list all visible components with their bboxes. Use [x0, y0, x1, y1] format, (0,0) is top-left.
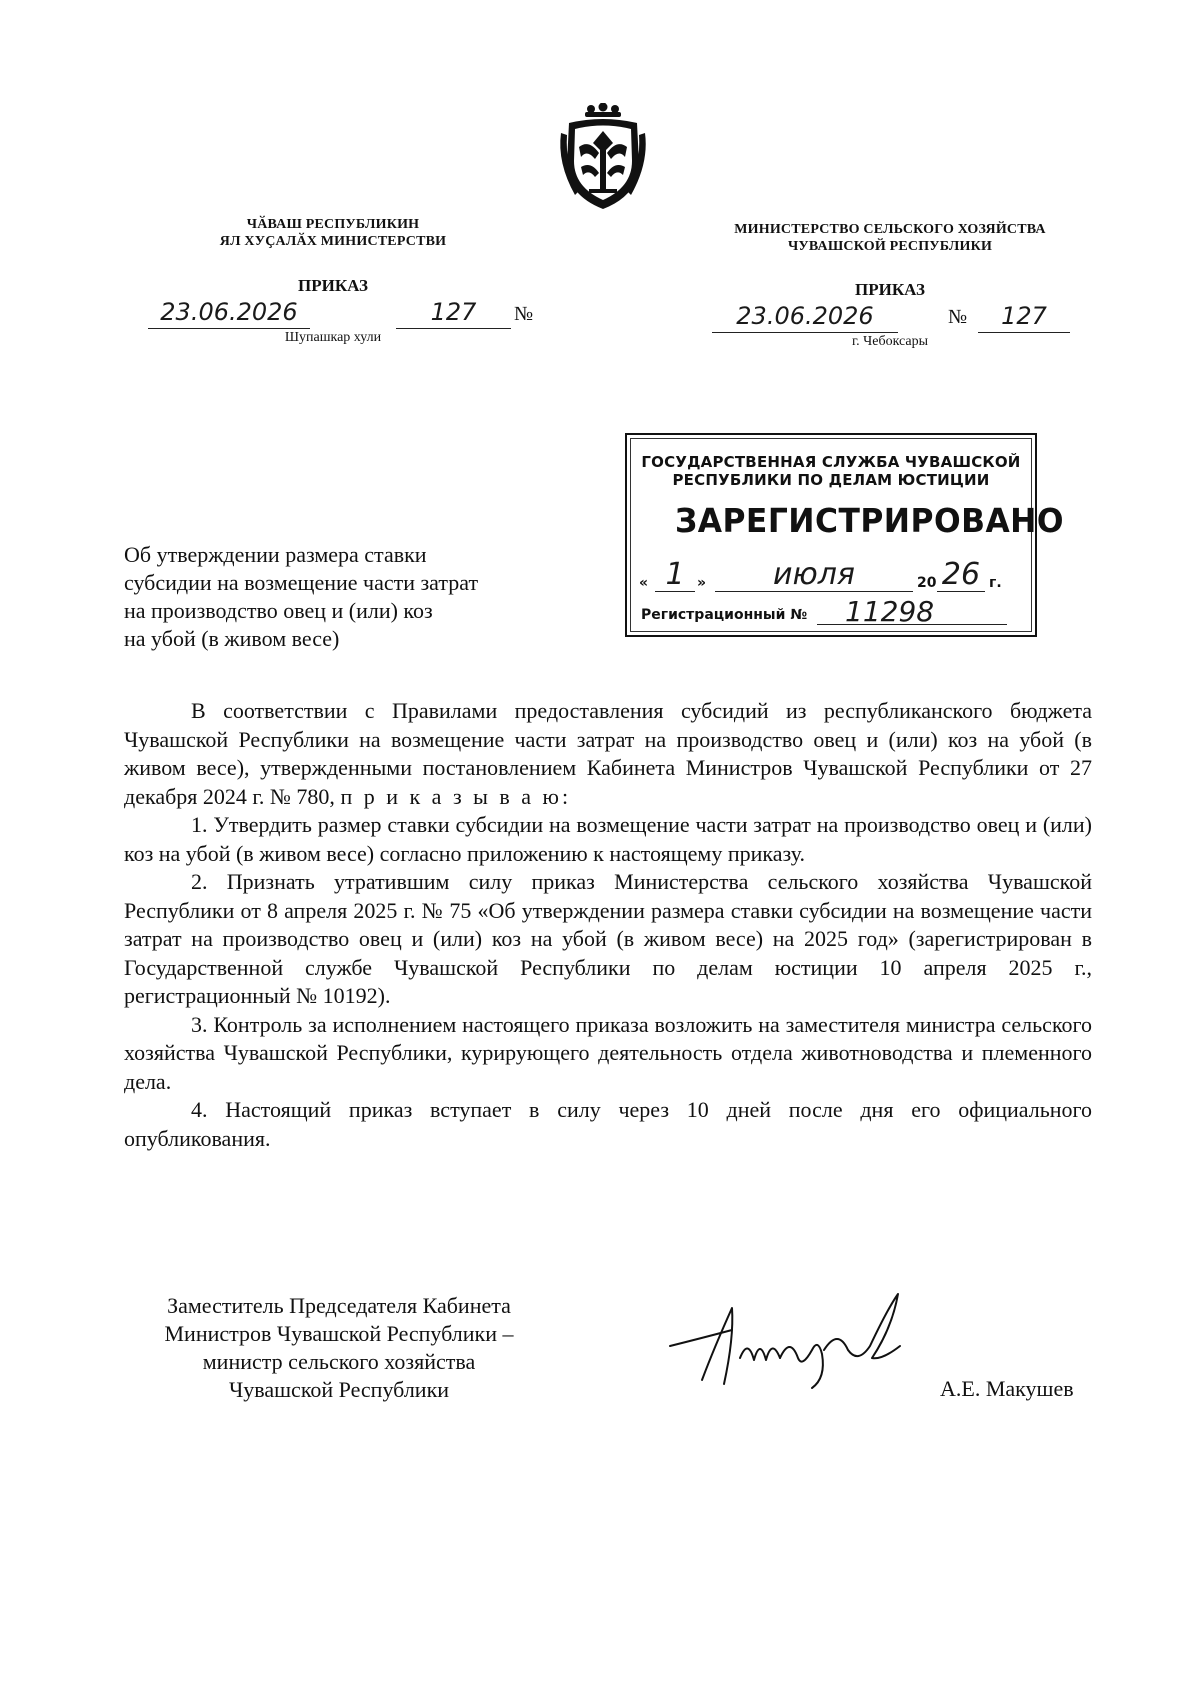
signatory-position-line2: Министров Чувашской Республики –: [164, 1321, 514, 1346]
stamp-reg-number: 11298: [817, 595, 1007, 625]
stamp-year: 26: [937, 557, 985, 592]
body-item-2: 2. Признать утратившим силу приказ Министерства сельского хозяйства Чувашской Республики от 8 апреля 2025 г. № 75 «Об утверждении размера ставки субсидии на возмещение части затрат на производство овец и (или) коз на убой (в живом весе) на 2025 год» (зарегистрирован в Государственной службе Чувашской Республики по делам юстиции 10 апреля 2025 г., регистрационный № 10192).: [124, 869, 1092, 1008]
date-left: 23.06.2026: [148, 298, 310, 329]
org-name-chuvash-line1: ЧӐВАШ РЕСПУБЛИКИН: [246, 217, 420, 232]
prikaz-title-left: ПРИКАЗ: [298, 276, 368, 295]
org-name-chuvash: [188, 216, 478, 250]
org-name-chuvash-line2: ЯЛ ХУҪАЛӐХ МИНИСТЕРСТВИ: [219, 234, 447, 249]
date-right: 23.06.2026: [712, 302, 898, 333]
subject-line-4: на убой (в живом весе): [124, 626, 340, 651]
registration-stamp: [625, 433, 1065, 637]
signatory-position-line4: Чувашской Республики: [228, 1377, 450, 1402]
signatory-position: [124, 1292, 554, 1404]
stamp-year-unit: г.: [989, 575, 1002, 591]
subject-line-3: на производство овец и (или) коз: [124, 598, 433, 623]
number-sign-left: №: [514, 303, 534, 325]
org-name-russian-line2: ЧУВАШСКОЙ РЕСПУБЛИКИ: [787, 239, 993, 254]
stamp-month: июля: [715, 557, 913, 592]
stamp-status: ЗАРЕГИСТРИРОВАНО: [675, 501, 1065, 540]
stamp-org: [627, 453, 1035, 489]
stamp-quote-close: »: [697, 575, 707, 591]
org-name-russian-line1: МИНИСТЕРСТВО СЕЛЬСКОГО ХОЗЯЙСТВА: [734, 222, 1046, 237]
stamp-reg-label: Регистрационный №: [641, 607, 808, 623]
number-sign-right: №: [948, 306, 968, 328]
subject-line-1: Об утверждении размера ставки: [124, 542, 427, 567]
handwritten-signature-icon: [662, 1288, 922, 1398]
place-left: Шупашкар хули: [284, 330, 382, 345]
body-item-1: 1. Утвердить размер ставки субсидии на возмещение части затрат на производство овец и (или) коз на убой (в живом весе) согласно приложению к настоящему приказу.: [124, 812, 1092, 866]
body-item-3: 3. Контроль за исполнением настоящего приказа возложить на заместителя министра сельского хозяйства Чувашской Республики, курирующего деятельность отдела животноводства и племенного дела.: [124, 1011, 1092, 1094]
order-subject: [124, 541, 554, 653]
stamp-quote-open: «: [639, 575, 649, 591]
signatory-name: А.Е. Макушев: [940, 1376, 1074, 1401]
place-right: г. Чебоксары: [851, 334, 929, 349]
signatory-position-line1: Заместитель Председателя Кабинета: [167, 1293, 511, 1318]
stamp-org-line1: ГОСУДАРСТВЕННАЯ СЛУЖБА ЧУВАШСКОЙ: [641, 453, 1021, 471]
org-name-russian: [700, 221, 1080, 255]
body-intro-text: В соответствии с Правилами предоставления субсидий из республиканского бюджета Чувашской Республики на возмещение части затрат на производство овец и (или) коз на убой (в живом весе), утвержденными постановлением Кабинета Министров Чувашской Республики от 27 декабря 2024 г. № 780,: [124, 698, 1092, 809]
stamp-day: 1: [655, 557, 695, 592]
signatory-position-line3: министр сельского хозяйства: [202, 1349, 476, 1374]
prikaz-title-right: ПРИКАЗ: [855, 280, 925, 299]
order-body: [124, 697, 1092, 1153]
chuvash-emblem-icon: [555, 103, 651, 213]
stamp-org-line2: РЕСПУБЛИКИ ПО ДЕЛАМ ЮСТИЦИИ: [672, 471, 990, 489]
stamp-year-prefix: 20: [917, 575, 937, 591]
subject-line-2: субсидии на возмещение части затрат: [124, 570, 479, 595]
body-intro: [124, 697, 1092, 811]
number-right: 127: [978, 302, 1070, 333]
body-order-word: п р и к а з ы в а ю:: [340, 783, 572, 809]
number-left: 127: [396, 298, 511, 329]
body-item-4: 4. Настоящий приказ вступает в силу через 10 дней после дня его официального опубликования.: [124, 1097, 1092, 1151]
